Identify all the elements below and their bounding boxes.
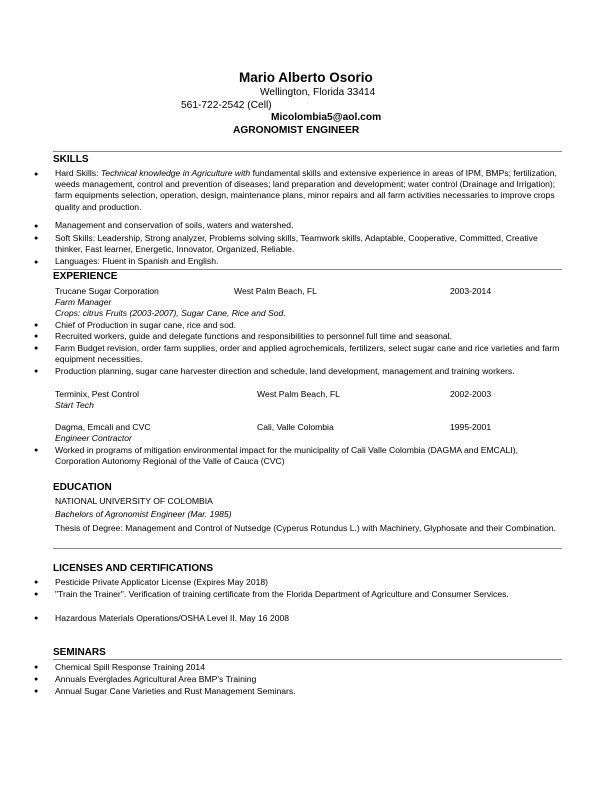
bullet: ● [34, 688, 39, 695]
divider [53, 548, 562, 549]
bullet: ● [34, 235, 39, 242]
seminar-item: Chemical Spill Response Training 2014 [55, 662, 205, 672]
bullet: ● [34, 171, 39, 178]
job-bullet: Farm Budget revision, order farm supplies, order and applied agrochemicals, fertilizers, select sugar cane and rice varieties and farm equipment necessities. [55, 343, 560, 365]
job-location: West Palm Beach, FL [257, 389, 340, 399]
job-company: Dagma, Emcali and CVC [55, 422, 151, 432]
bullet: ● [34, 579, 39, 586]
bullet: ● [34, 259, 39, 266]
thesis: Thesis of Degree: Management and Control of Nutsedge (Cyperus Rotundus L.) with Machinery, Glyphosate and their Combination. [55, 523, 556, 533]
job-bullet: Recruited workers, guide and delegate functions and responsibilities to personnel full time and seasonal. [55, 331, 452, 341]
seminar-item: Annuals Everglades Agricultural Area BMP's Training [55, 674, 257, 684]
bullet: ● [34, 345, 39, 352]
job-dates: 2003-2014 [450, 286, 492, 296]
address: Wellington, Florida 33414 [260, 87, 376, 98]
job-role: Engineer Contractor [55, 433, 132, 443]
bullet: ● [34, 447, 39, 454]
bullet: ● [34, 223, 39, 230]
bullet: ● [34, 615, 39, 622]
bullet: ● [34, 676, 39, 683]
license-item: Hazardous Materials Operations/OSHA Level II. May 16 2008 [55, 613, 290, 623]
experience-heading: EXPERIENCE [53, 271, 118, 282]
skills-heading: SKILLS [53, 154, 89, 165]
bullet: ● [34, 664, 39, 671]
skill-italic-text: Technical knowledge in Agriculture with [100, 168, 251, 178]
divider [53, 659, 562, 660]
bullet: ● [34, 368, 39, 375]
candidate-name: Mario Alberto Osorio [239, 70, 373, 85]
divider [53, 151, 562, 152]
job-dates: 1995-2001 [450, 422, 492, 432]
skill-item-soft: Soft Skills: Leadership, Strong analyzer, Problems solving skills, Teamwork skills, Adaptable, Cooperative, Committed, Creative thinker, Fast learner, Energetic, Innovator, Organized, Reliable. [55, 233, 538, 255]
email: Micolombia5@aol.com [271, 112, 382, 123]
seminar-item: Annual Sugar Cane Varieties and Rust Management Seminars. [55, 686, 296, 696]
job-role: Start Tech [55, 400, 94, 410]
job-note: Crops: citrus Fruits (2003-2007), Sugar Cane, Rice and Sod. [55, 308, 286, 318]
license-item: Pesticide Private Applicator License (Expires May 2018) [55, 577, 269, 587]
school-name: NATIONAL UNIVERSITY OF COLOMBIA [55, 496, 213, 506]
seminars-heading: SEMINARS [53, 647, 106, 658]
job-company: Terminix, Pest Control [55, 389, 140, 399]
bullet: ● [34, 591, 39, 598]
job-bullet: Worked in programs of mitigation environmental impact for the municipality of Cali Valle Colombia (DAGMA and EMCALI), Corporation Autonomy Regional of the Valle of Cauca (CVC) [55, 445, 518, 467]
bullet: ● [34, 322, 39, 329]
education-heading: EDUCATION [53, 482, 112, 493]
skill-item-languages: Languages: Fluent in Spanish and English. [55, 256, 219, 266]
phone: 561-722-2542 (Cell) [181, 100, 272, 111]
skill-label: Hard Skills: [55, 168, 101, 178]
bullet: ● [34, 333, 39, 340]
licenses-heading: LICENSES AND CERTIFICATIONS [53, 563, 214, 574]
job-location: West Palm Beach, FL [234, 286, 317, 296]
job-dates: 2002-2003 [450, 389, 492, 399]
job-company: Trucane Sugar Corporation [55, 286, 159, 296]
skill-item-management: Management and conservation of soils, waters and watershed. [55, 220, 294, 230]
job-bullet: Production planning, sugar cane harvester direction and schedule, land development, management and training workers. [55, 366, 515, 376]
degree: Bachelors of Agronomist Engineer (Mar. 1985) [55, 509, 232, 519]
skill-item-hard [55, 168, 561, 213]
job-bullet: Chief of Production in sugar cane, rice and sod. [55, 320, 237, 330]
skill-text: fundamental skills and extensive experience in areas of IPM, BMPs; fertilization, weeds management, control and prevention of diseases; land preparation and development; water control (Drainage and Irrigation); farm equipments selection, operation, design, maintenance plans, minor repairs and all farm activities necessaries to improve crops quality and production. [55, 168, 557, 212]
job-title: AGRONOMIST ENGINEER [233, 125, 360, 136]
license-item: "Train the Trainer". Verification of training certificate from the Florida Department of Agriculture and Consumer Services. [55, 589, 509, 599]
job-location: Cali, Valle Colombia [257, 422, 334, 432]
job-role: Farm Manager [55, 297, 112, 307]
divider [53, 269, 562, 270]
